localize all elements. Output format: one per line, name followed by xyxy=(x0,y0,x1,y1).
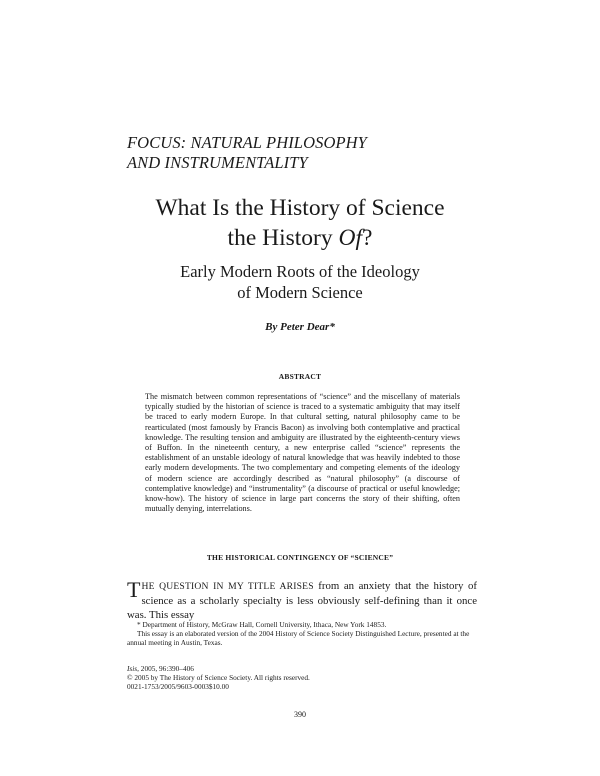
title-line-2 xyxy=(60,223,540,253)
journal-code: 0021-1753/2005/9603-0003$10.00 xyxy=(127,682,229,692)
small-caps-lead: HE QUESTION IN MY TITLE ARISES xyxy=(141,581,314,592)
footnotes xyxy=(127,620,487,648)
article-title xyxy=(60,193,540,253)
body-text: from an anxiety that the history of science as a scholarly specialty is less obviously self-defining than it once was. This essay xyxy=(127,580,477,621)
copyright-line: © 2005 by The History of Science Society. All rights reserved. xyxy=(127,673,310,683)
focus-line-1: FOCUS: NATURAL PHILOSOPHY xyxy=(127,133,367,152)
title-line-1: What Is the History of Science xyxy=(155,195,445,221)
title-line-2-end: ? xyxy=(362,225,373,251)
body-paragraph xyxy=(127,579,477,622)
focus-section-label xyxy=(127,133,487,173)
drop-cap: T xyxy=(127,577,141,602)
subtitle-line-2: of Modern Science xyxy=(237,283,363,302)
journal-volume: , 2005, 96:390–406 xyxy=(137,664,194,673)
subtitle-line-1: Early Modern Roots of the Ideology xyxy=(180,262,420,281)
page-number: 390 xyxy=(294,710,306,719)
abstract-body: The mismatch between common representations of “science” and the miscellany of materials typically studied by the historian of science is traced to a systematic ambiguity that may itself be traced to early modern Europe. In that cultural setting, natural philosophy came to be rearticulated (most famously by Francis Bacon) as involving both contemplative and practical knowledge. The resulting tension and ambiguity are illustrated by the eighteenth-century views of Buffon. In the nineteenth century, a new enterprise called “science” represents the establishment of an unstable ideology of natural knowledge that was heavily indebted to those early modern developments. The two complementary and competing elements of the ideology of modern science are accordingly described as “natural philosophy” (a discourse of contemplative knowledge) and “instrumentality” (a discourse of practical or useful knowledge; know-how). The history of science in large part concerns the story of their shifting, often mutually denying, interrelations. xyxy=(145,392,460,514)
section-heading: THE HISTORICAL CONTINGENCY OF “SCIENCE” xyxy=(206,553,394,562)
article-subtitle xyxy=(60,261,540,303)
journal-name: Isis xyxy=(127,664,138,673)
journal-citation xyxy=(127,664,427,673)
author-byline: By Peter Dear* xyxy=(265,321,335,333)
footnote-affiliation: * Department of History, McGraw Hall, Cornell University, Ithaca, New York 14853. xyxy=(137,620,387,629)
journal-info xyxy=(127,664,427,692)
abstract-heading: ABSTRACT xyxy=(278,372,322,381)
title-line-2-italic: Of xyxy=(338,225,363,251)
title-line-2-plain: the History xyxy=(227,225,339,251)
footnote-lecture: This essay is an elaborated version of the 2004 History of Science Society Distinguished Lecture, presented at the annual meeting in Austin, Texas. xyxy=(127,629,470,648)
focus-line-2: AND INSTRUMENTALITY xyxy=(127,153,308,172)
